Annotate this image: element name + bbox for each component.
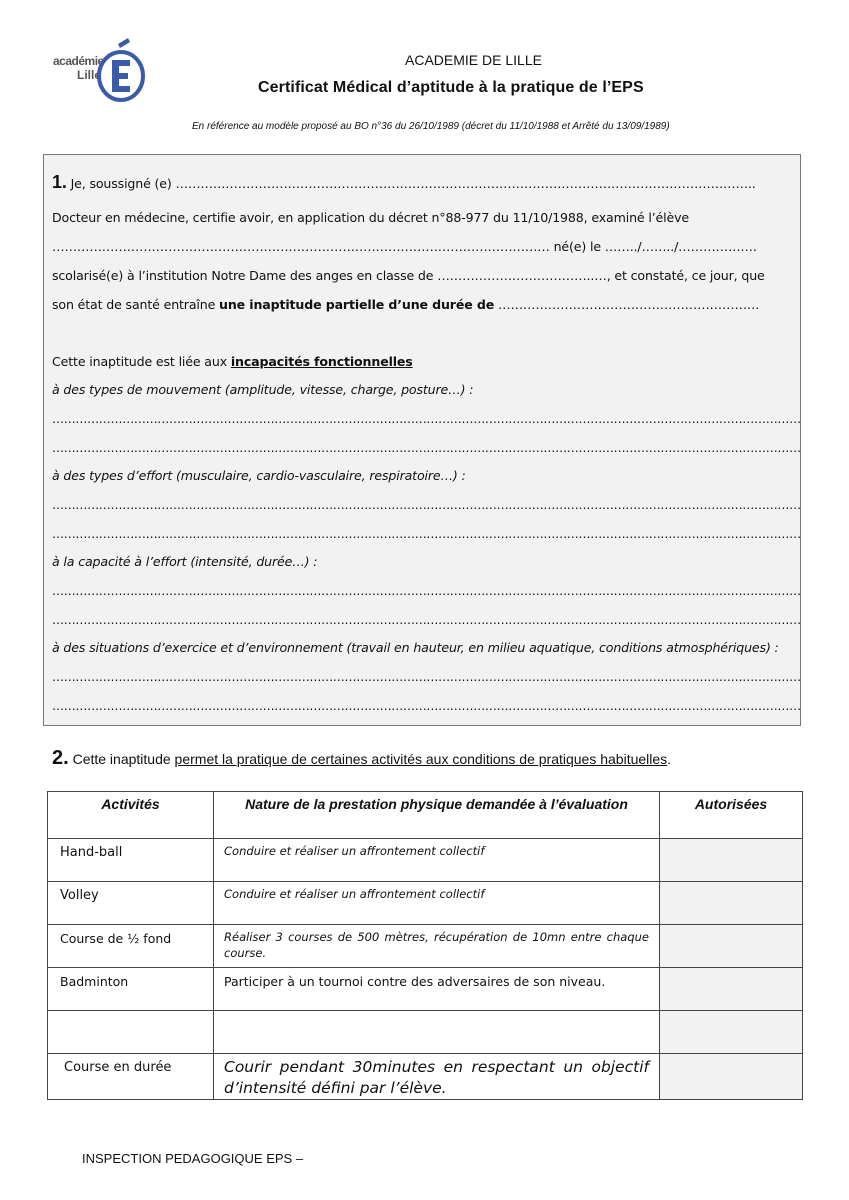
- header-activities: Activités: [48, 792, 214, 839]
- incapacity-emphasis: incapacités fonctionnelles: [230, 354, 413, 369]
- answer-capacity-1[interactable]: …………………………………………………………………………………………………………………………………………………………………………: [52, 584, 801, 598]
- activity-cell[interactable]: [48, 1011, 214, 1054]
- question-capacity: à la capacité à l’effort (intensité, durée…) :: [52, 554, 318, 569]
- authorized-cell[interactable]: [660, 882, 803, 925]
- activity-cell: Course de ½ fond: [48, 925, 214, 968]
- logo-e-mark-icon: [94, 36, 148, 104]
- table-row: [48, 1011, 803, 1054]
- section-2-suffix: .: [667, 751, 672, 767]
- authorized-cell[interactable]: [660, 925, 803, 968]
- task-cell: Participer à un tournoi contre des adversaires de son niveau.: [214, 968, 660, 1011]
- table-header-row: [48, 792, 803, 839]
- header-authorized: Autorisées: [660, 792, 803, 839]
- incapacity-prefix: Cette inaptitude est liée aux: [52, 354, 231, 369]
- student-birth-field[interactable]: ………………………………………………………………………………………………………… né(e) le ……../……../……………….: [52, 239, 757, 254]
- activity-cell: Badminton: [48, 968, 214, 1011]
- section-2-prefix: Cette inaptitude: [68, 751, 175, 767]
- signatory-field[interactable]: Je, soussigné (e) …………………………………………………………………………………………………………………………..: [70, 176, 756, 191]
- reference-note: En référence au modèle proposé au BO n°36 du 26/10/1989 (décret du 11/10/1988 et Arrêté du 13/09/1989): [192, 121, 670, 132]
- answer-environment-2[interactable]: …………………………………………………………………………………………………………………………………………………………………………: [52, 699, 801, 713]
- section-1-number: 1.: [52, 172, 67, 192]
- section-1-line-doctor: Docteur en médecine, certifie avoir, en application du décret n°88-977 du 11/10/1988, examiné l’élève: [52, 210, 690, 225]
- duration-bold: une inaptitude partielle d’une durée de: [219, 297, 495, 312]
- answer-capacity-2[interactable]: …………………………………………………………………………………………………………………………………………………………………………: [52, 613, 801, 627]
- class-field[interactable]: scolarisé(e) à l’institution Notre Dame des anges en classe de ………………………………..…, et constaté, ce jour, que: [52, 268, 765, 283]
- table-row: [48, 968, 803, 1011]
- authorized-cell[interactable]: [660, 1054, 803, 1100]
- logo-line-2: Lille: [76, 68, 101, 82]
- table-row: [48, 882, 803, 925]
- task-cell[interactable]: [214, 1011, 660, 1054]
- section-1-line-signatory: [52, 172, 756, 193]
- duration-field[interactable]: ………………………………………………………: [494, 297, 760, 312]
- authorized-cell[interactable]: [660, 968, 803, 1011]
- header-nature: Nature de la prestation physique demandée à l’évaluation: [214, 792, 660, 839]
- duration-prefix: son état de santé entraîne: [52, 297, 220, 312]
- answer-effort-1[interactable]: …………………………………………………………………………………………………………………………………………………………………………: [52, 498, 801, 512]
- answer-movement-1[interactable]: …………………………………………………………………………………………………………………………………………………………………………: [52, 412, 801, 426]
- incapacity-intro: [52, 354, 413, 369]
- authorized-cell[interactable]: [660, 1011, 803, 1054]
- academie-logo: [50, 36, 148, 104]
- activity-cell: Course en durée: [48, 1054, 214, 1100]
- task-cell: Réaliser 3 courses de 500 mètres, récupération de 10mn entre chaque course.: [214, 925, 660, 968]
- answer-movement-2[interactable]: …………………………………………………………………………………………………………………………………………………………………………: [52, 441, 801, 455]
- document-title: Certificat Médical d’aptitude à la pratique de l’EPS: [258, 79, 644, 96]
- question-movement: à des types de mouvement (amplitude, vitesse, charge, posture…) :: [52, 382, 474, 397]
- header-organization: ACADEMIE DE LILLE: [405, 52, 542, 68]
- question-environment: à des situations d’exercice et d’environnement (travail en hauteur, en milieu aquatique, conditions atmosphériques) :: [52, 640, 779, 655]
- duration-line: [52, 297, 759, 312]
- answer-environment-1[interactable]: …………………………………………………………………………………………………………………………………………………………………………: [52, 670, 801, 684]
- section-2-number: 2.: [52, 747, 69, 769]
- activity-cell: Volley: [48, 882, 214, 925]
- table-row: [48, 1054, 803, 1100]
- logo-line-1: académie: [53, 54, 104, 68]
- activities-table: [47, 791, 803, 1100]
- activity-cell: Hand-ball: [48, 839, 214, 882]
- authorized-cell[interactable]: [660, 839, 803, 882]
- table-row: [48, 839, 803, 882]
- task-cell: Conduire et réaliser un affrontement collectif: [214, 882, 660, 925]
- task-cell: Conduire et réaliser un affrontement collectif: [214, 839, 660, 882]
- answer-effort-2[interactable]: …………………………………………………………………………………………………………………………………………………………………………: [52, 527, 801, 541]
- table-row: [48, 925, 803, 968]
- section-2-heading: [52, 747, 671, 770]
- section-2-underlined: permet la pratique de certaines activités aux conditions de pratiques habituelles: [174, 751, 668, 767]
- task-cell: Courir pendant 30minutes en respectant un objectif d’intensité défini par l’élève.: [214, 1054, 660, 1100]
- question-effort: à des types d’effort (musculaire, cardio-vasculaire, respiratoire…) :: [52, 468, 466, 483]
- footer-text: INSPECTION PEDAGOGIQUE EPS –: [82, 1151, 304, 1166]
